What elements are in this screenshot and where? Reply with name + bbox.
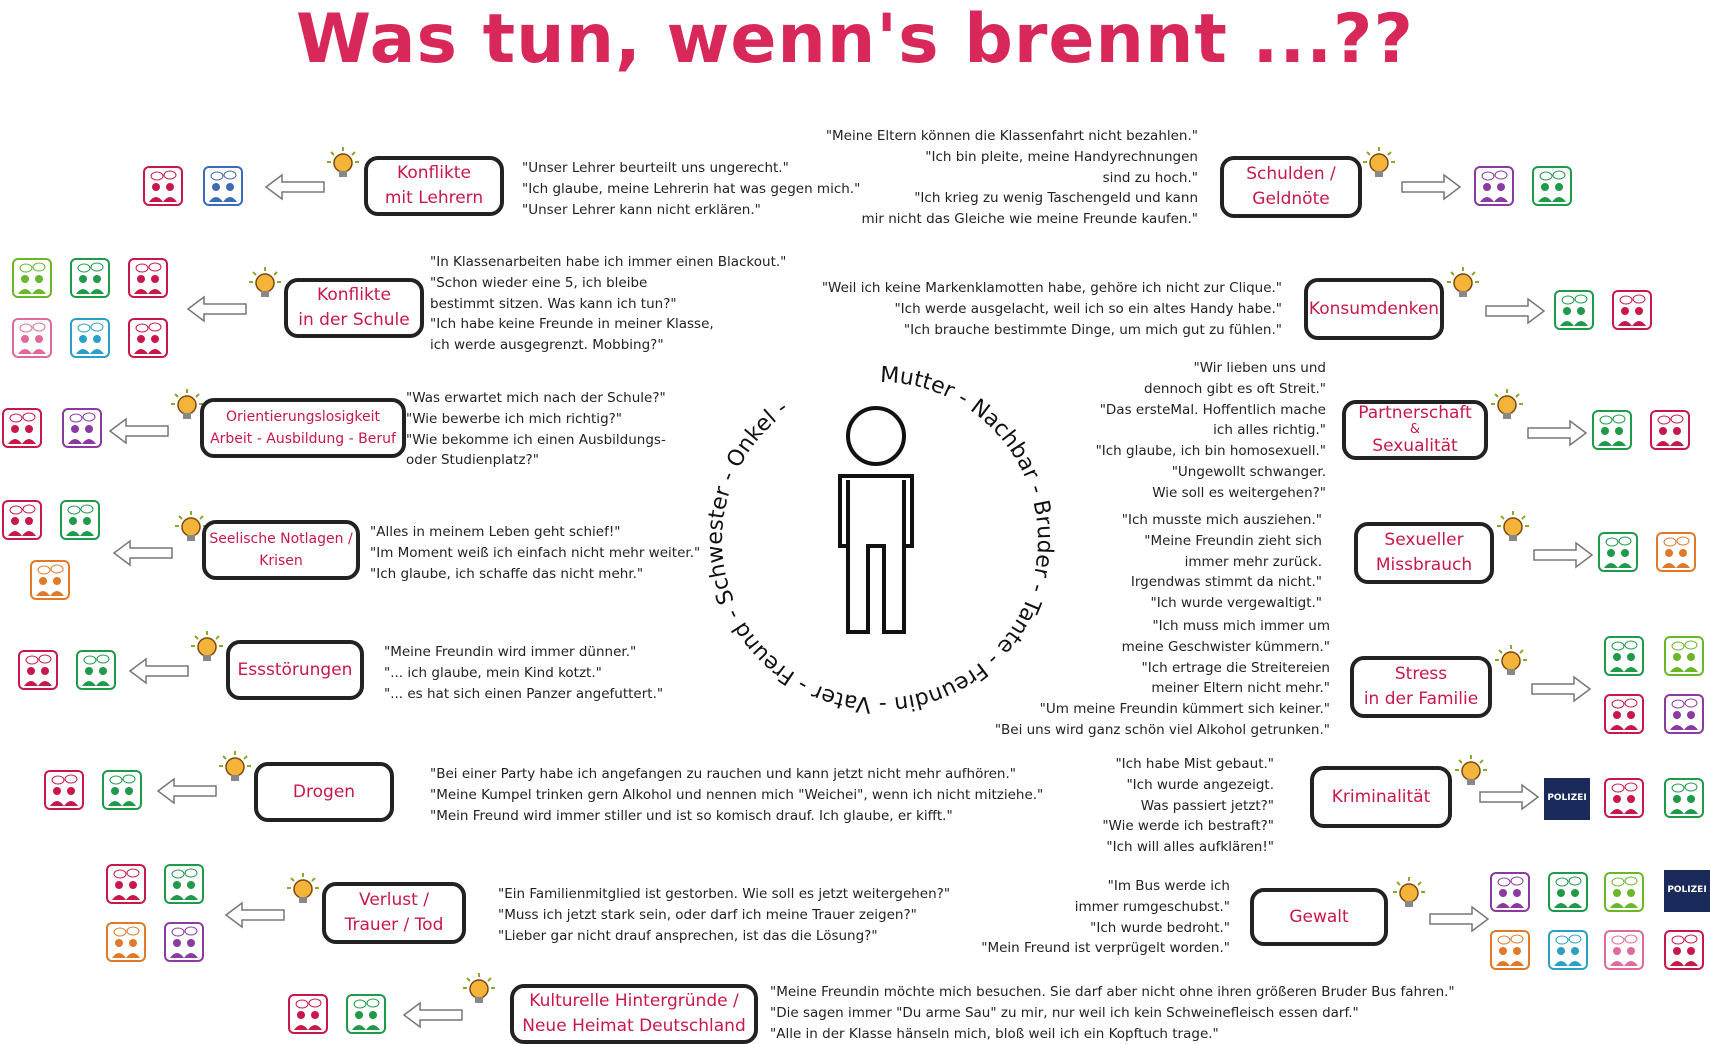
police-logo-icon[interactable]: POLIZEI	[1664, 870, 1710, 912]
lightbulb-icon	[190, 630, 224, 664]
counselling-people-icon[interactable]	[18, 650, 58, 690]
counselling-people-icon[interactable]	[1664, 930, 1704, 970]
topic-label: Krisen	[259, 553, 303, 569]
topic-label: Konflikte	[397, 163, 471, 183]
arrow-left-icon	[264, 172, 326, 202]
quote-line: "Meine Eltern können die Klassenfahrt nicht bezahlen."	[825, 128, 1198, 144]
counselling-people-icon[interactable]	[62, 408, 102, 448]
quote-line: "Mein Freund wird immer stiller und ist so komisch drauf. Ich glaube, er kifft."	[430, 807, 953, 824]
counselling-people-icon[interactable]	[30, 560, 70, 600]
quote-line: "Meine Freundin möchte mich besuchen. Sie darf aber nicht ohne ihren größeren Bruder Bus fahren."	[770, 984, 1455, 1000]
quote-line: "Ungewollt schwanger.	[1171, 463, 1326, 480]
counselling-people-icon[interactable]	[1656, 532, 1696, 572]
quote-block-schulden	[826, 126, 1198, 230]
quote-line: bestimmt sitzen. Was kann ich tun?"	[430, 295, 677, 312]
counselling-people-icon[interactable]	[1604, 872, 1644, 912]
quote-block-konflikte_lehrern	[522, 158, 860, 220]
counselling-people-icon[interactable]	[44, 770, 84, 810]
counselling-people-icon[interactable]	[76, 650, 116, 690]
topic-label: &	[1409, 422, 1421, 437]
arrow-right-icon	[1428, 904, 1490, 934]
quote-line: "Im Moment weiß ich einfach nicht mehr weiter."	[370, 544, 701, 561]
quote-line: oder Studienplatz?"	[406, 452, 539, 469]
topic-label: Seelische Notlagen /	[209, 531, 353, 547]
arrow-left-icon	[186, 294, 248, 324]
counselling-people-icon[interactable]	[1548, 872, 1588, 912]
quote-line: "Meine Freundin zieht sich	[1144, 532, 1322, 549]
counselling-people-icon[interactable]	[12, 318, 52, 358]
topic-box-gewalt[interactable]	[1250, 888, 1388, 946]
quote-line: "Ich wurde vergewaltigt."	[1150, 595, 1322, 612]
topic-label: Sexualität	[1372, 436, 1458, 456]
topic-label: Gewalt	[1289, 906, 1349, 927]
counselling-people-icon[interactable]	[12, 258, 52, 298]
counselling-people-icon[interactable]	[1604, 694, 1644, 734]
counselling-people-icon[interactable]	[102, 770, 142, 810]
topic-box-partner[interactable]	[1342, 400, 1488, 460]
lightbulb-icon	[1496, 510, 1530, 544]
arrow-right-icon	[1526, 418, 1588, 448]
counselling-people-icon[interactable]	[164, 864, 204, 904]
arrow-right-icon	[1532, 540, 1594, 570]
counselling-people-icon[interactable]	[1604, 930, 1644, 970]
quote-line: "Ich glaube, ich schaffe das nicht mehr."	[370, 565, 644, 582]
counselling-people-icon[interactable]	[106, 864, 146, 904]
counselling-people-icon[interactable]	[1664, 694, 1704, 734]
arrow-left-icon	[128, 656, 190, 686]
quote-line: "Alle in der Klasse hänseln mich, bloß weil ich ein Kopftuch trage."	[770, 1025, 1219, 1042]
quote-line: "Im Bus werde ich	[1107, 878, 1230, 894]
lightbulb-icon	[218, 750, 252, 784]
quote-line: ich alles richtig."	[1213, 422, 1326, 439]
topic-label: Verlust /	[359, 890, 429, 910]
counselling-people-icon[interactable]	[346, 994, 386, 1034]
quote-line: "Mein Freund ist verprügelt worden."	[981, 940, 1230, 957]
topic-box-schulden[interactable]	[1220, 156, 1362, 218]
topic-box-konflikte_schule[interactable]	[284, 278, 424, 338]
quote-line: "Ich werde ausgelacht, weil ich so ein altes Handy habe."	[894, 300, 1282, 317]
lightbulb-icon	[170, 388, 204, 422]
topic-box-seelische[interactable]	[202, 520, 360, 580]
counselling-people-icon[interactable]	[1598, 532, 1638, 572]
arrow-left-icon	[108, 416, 170, 446]
counselling-people-icon[interactable]	[2, 500, 42, 540]
counselling-people-icon[interactable]	[70, 258, 110, 298]
quote-block-verlust	[498, 884, 950, 946]
lightbulb-icon	[1446, 266, 1480, 300]
quote-line: "Ich glaube, ich bin homosexuell."	[1095, 443, 1326, 460]
quote-block-partner	[1096, 358, 1326, 504]
quote-line: "Ein Familienmitglied ist gestorben. Wie soll es jetzt weitergehen?"	[498, 886, 951, 902]
quote-line: "In Klassenarbeiten habe ich immer einen Blackout."	[430, 254, 787, 270]
quote-block-gewalt	[981, 876, 1230, 959]
counselling-people-icon[interactable]	[1664, 636, 1704, 676]
topic-box-orientierung[interactable]	[200, 398, 406, 458]
quote-line: meiner Eltern nicht mehr."	[1151, 680, 1330, 697]
quote-line: "Wie bekomme ich einen Ausbildungs-	[406, 431, 666, 448]
quote-line: "Alles in meinem Leben geht schief!"	[370, 524, 621, 540]
topic-box-krim[interactable]	[1310, 766, 1452, 828]
counselling-people-icon[interactable]	[203, 166, 243, 206]
topic-label: Konflikte	[317, 285, 391, 305]
counselling-people-icon[interactable]	[1650, 410, 1690, 450]
lightbulb-icon	[248, 266, 282, 300]
topic-label: Sexueller	[1384, 530, 1464, 550]
topic-label: Missbrauch	[1375, 555, 1473, 575]
counselling-people-icon[interactable]	[1604, 778, 1644, 818]
counselling-people-icon[interactable]	[288, 994, 328, 1034]
quote-line: "Das ersteMal. Hoffentlich mache	[1099, 401, 1326, 418]
quote-block-kultur	[770, 982, 1455, 1044]
quote-block-ess	[384, 642, 663, 704]
quote-line: "... ich glaube, mein Kind kotzt."	[384, 664, 602, 681]
lightbulb-icon	[1494, 644, 1528, 678]
topic-box-verlust[interactable]	[322, 882, 466, 944]
counselling-people-icon[interactable]	[143, 166, 183, 206]
quote-line: "Schon wieder eine 5, ich bleibe	[430, 274, 648, 291]
quote-line: "Unser Lehrer kann nicht erklären."	[522, 201, 761, 218]
counselling-people-icon[interactable]	[1664, 778, 1704, 818]
quote-line: "Die sagen immer "Du arme Sau" zu mir, nur weil ich kein Schweinefleisch essen darf."	[770, 1004, 1359, 1021]
topic-label: Arbeit - Ausbildung - Beruf	[210, 431, 396, 447]
topic-label: Geldnöte	[1252, 189, 1330, 209]
counselling-people-icon[interactable]	[1592, 410, 1632, 450]
counselling-people-icon[interactable]	[128, 258, 168, 298]
quote-line: "Ich muss mich immer um	[1152, 618, 1330, 634]
quote-line: "Meine Kumpel trinken gern Alkohol und nennen mich "Weichei", wenn ich nicht mitziehe."	[430, 786, 1044, 803]
counselling-people-icon[interactable]	[1490, 872, 1530, 912]
lightbulb-icon	[1362, 146, 1396, 180]
quote-line: immer mehr zurück.	[1184, 553, 1322, 570]
counselling-people-icon[interactable]	[106, 922, 146, 962]
arrow-right-icon	[1530, 674, 1592, 704]
topic-box-missbrauch[interactable]	[1354, 522, 1494, 584]
quote-line: meine Geschwister kümmern."	[1121, 638, 1330, 655]
quote-line: "Ich bin pleite, meine Handyrechnungen	[925, 148, 1198, 165]
quote-block-konflikte_schule	[430, 252, 786, 356]
quote-line: "Wir lieben uns und	[1193, 360, 1326, 376]
topic-label: Neue Heimat Deutschland	[522, 1016, 746, 1036]
topic-box-konflikte_lehrern[interactable]	[364, 156, 504, 216]
quote-line: "Lieber gar nicht drauf ansprechen, ist das die Lösung?"	[498, 927, 878, 944]
topic-box-kultur[interactable]	[510, 984, 758, 1044]
lightbulb-icon	[286, 872, 320, 906]
lightbulb-icon	[462, 972, 496, 1006]
topic-box-stress[interactable]	[1350, 656, 1492, 718]
topic-label: in der Familie	[1363, 689, 1479, 709]
person-figure-icon	[840, 408, 912, 632]
quote-line: "Ich musste mich ausziehen."	[1121, 512, 1322, 528]
lightbulb-icon	[1392, 876, 1426, 910]
topic-box-konsum[interactable]	[1304, 278, 1444, 340]
counselling-people-icon[interactable]	[1554, 290, 1594, 330]
arrow-right-icon	[1478, 782, 1540, 812]
quote-block-konsum	[822, 278, 1282, 340]
quote-line: "Weil ich keine Markenklamotten habe, gehöre ich nicht zur Clique."	[821, 280, 1282, 296]
counselling-people-icon[interactable]	[128, 318, 168, 358]
counselling-people-icon[interactable]	[164, 922, 204, 962]
quote-line: "Ich habe keine Freunde in meiner Klasse,	[430, 316, 714, 333]
counselling-people-icon[interactable]	[1474, 166, 1514, 206]
counselling-people-icon[interactable]	[70, 318, 110, 358]
quote-line: "Um meine Freundin kümmert sich keiner."	[1039, 701, 1330, 718]
topic-label: Schulden /	[1246, 164, 1336, 184]
topic-label: mit Lehrern	[384, 188, 484, 208]
topic-label: Kulturelle Hintergründe /	[529, 991, 739, 1011]
quote-line: "Ich glaube, meine Lehrerin hat was gegen mich."	[522, 180, 861, 197]
quote-line: "Ich will alles aufklären!"	[1106, 839, 1274, 856]
quote-line: "Ich brauche bestimmte Dinge, um mich gut zu fühlen."	[903, 321, 1282, 338]
counselling-people-icon[interactable]	[1612, 290, 1652, 330]
ring-label: Mutter - Nachbar - Bruder - Tante - Freundin - Vater - Freund - Schwester - Onkel -	[702, 362, 1058, 718]
arrow-left-icon	[112, 538, 174, 568]
quote-line: immer rumgeschubst."	[1074, 898, 1230, 915]
topic-box-drogen[interactable]	[254, 762, 394, 822]
police-logo-icon[interactable]: POLIZEI	[1544, 778, 1590, 820]
topic-label: Partnerschaft	[1358, 403, 1472, 423]
quote-line: "Ich krieg zu wenig Taschengeld und kann	[914, 190, 1198, 207]
topic-label: Orientierungslosigkeit	[226, 409, 380, 425]
arrow-right-icon	[1400, 172, 1462, 202]
quote-line: Irgendwas stimmt da nicht."	[1130, 574, 1322, 591]
quote-block-stress	[995, 616, 1330, 741]
quote-block-missbrauch	[1122, 510, 1322, 614]
quote-block-drogen	[430, 764, 1043, 826]
quote-line: "Bei uns wird ganz schön viel Alkohol getrunken."	[994, 721, 1330, 738]
quote-line: "Muss ich jetzt stark sein, oder darf ich meine Trauer zeigen?"	[498, 906, 917, 923]
counselling-people-icon[interactable]	[1604, 636, 1644, 676]
page-title: Was tun, wenn's brennt ...??	[296, 0, 1414, 79]
quote-line: Wie soll es weitergehen?"	[1152, 484, 1326, 501]
topic-label: Stress	[1394, 664, 1448, 684]
quote-line: "Ich wurde angezeigt.	[1126, 776, 1274, 793]
quote-line: "Bei einer Party habe ich angefangen zu rauchen und kann jetzt nicht mehr aufhören."	[430, 766, 1016, 782]
topic-label: Konsumdenken	[1308, 298, 1440, 319]
quote-line: "Was erwartet mich nach der Schule?"	[406, 390, 666, 406]
topic-box-ess[interactable]	[226, 640, 364, 700]
arrow-right-icon	[1484, 296, 1546, 326]
lightbulb-icon	[326, 146, 360, 180]
quote-block-krim	[1102, 754, 1274, 858]
quote-line: ich werde ausgegrenzt. Mobbing?"	[430, 337, 664, 354]
topic-label: Trauer / Tod	[344, 915, 444, 935]
topic-label: Kriminalität	[1331, 786, 1431, 807]
lightbulb-icon	[1490, 388, 1524, 422]
quote-line: "Ich ertrage die Streitereien	[1141, 659, 1330, 676]
counselling-people-icon[interactable]	[60, 500, 100, 540]
quote-line: mir nicht das Gleiche wie meine Freunde kaufen."	[861, 211, 1198, 228]
quote-block-seelische	[370, 522, 700, 584]
topic-label: in der Schule	[298, 310, 410, 330]
counselling-people-icon[interactable]	[1548, 930, 1588, 970]
quote-line: "Wie bewerbe ich mich richtig?"	[406, 410, 623, 427]
quote-line: "Unser Lehrer beurteilt uns ungerecht."	[522, 160, 789, 176]
quote-line: "Meine Freundin wird immer dünner."	[384, 644, 637, 660]
counselling-people-icon[interactable]	[2, 408, 42, 448]
quote-line: Was passiert jetzt?"	[1140, 797, 1274, 814]
quote-line: sind zu hoch."	[1102, 169, 1198, 186]
quote-line: "... es hat sich einen Panzer angefuttert."	[384, 685, 664, 702]
quote-line: dennoch gibt es oft Streit."	[1144, 380, 1326, 397]
counselling-people-icon[interactable]	[1490, 930, 1530, 970]
topic-label: Drogen	[292, 781, 356, 802]
quote-line: "Ich habe Mist gebaut."	[1115, 756, 1274, 772]
arrow-left-icon	[224, 900, 286, 930]
arrow-left-icon	[156, 776, 218, 806]
arrow-left-icon	[402, 1000, 464, 1030]
quote-line: "Wie werde ich bestraft?"	[1102, 818, 1274, 835]
quote-block-orientierung	[406, 388, 666, 471]
counselling-people-icon[interactable]	[1532, 166, 1572, 206]
quote-line: "Ich wurde bedroht."	[1090, 919, 1230, 936]
topic-label: Essstörungen	[237, 659, 353, 680]
